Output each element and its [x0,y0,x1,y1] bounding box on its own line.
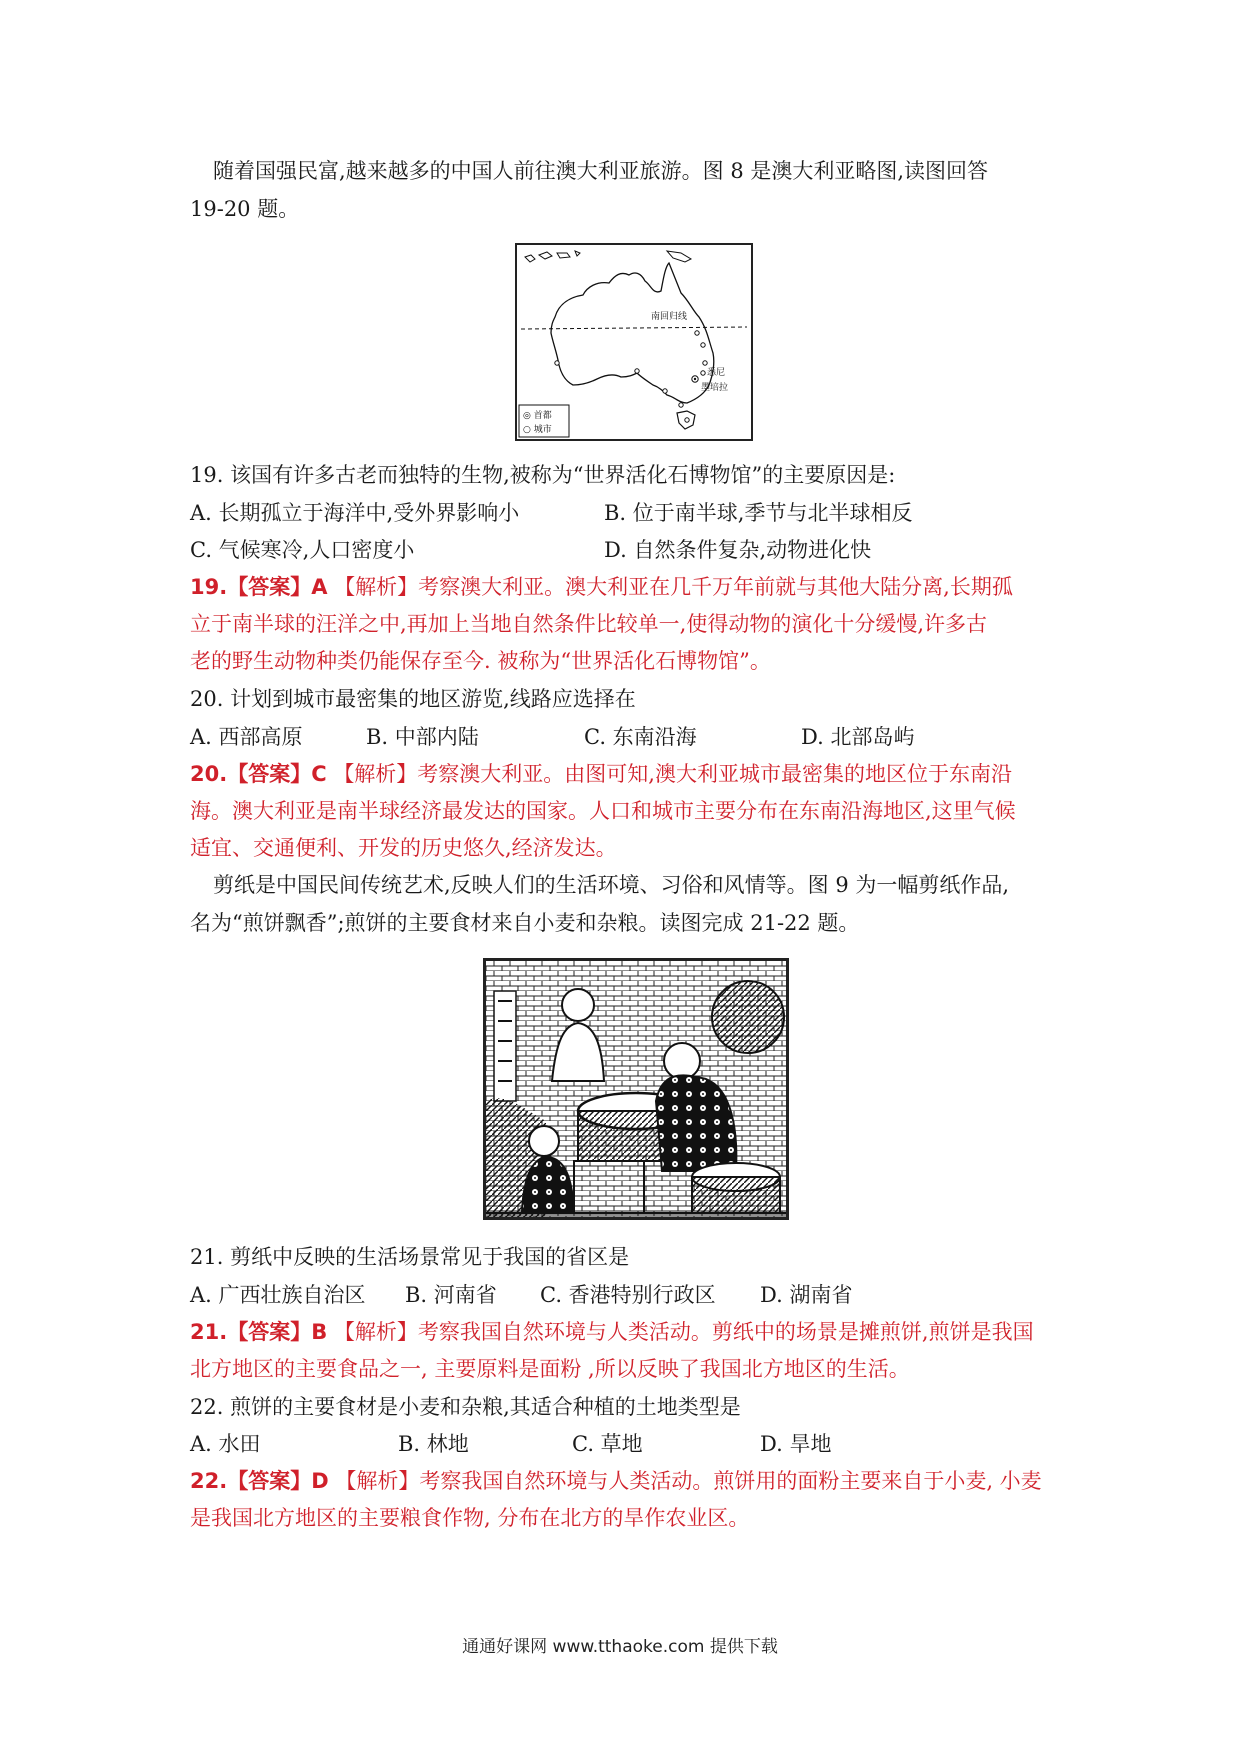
legend-city: ○ 城市 [523,425,552,435]
tropic-line [521,327,747,329]
q21-option-d: D. 湖南省 [760,1283,853,1307]
q20-option-c: C. 东南沿海 [584,725,697,749]
question-21-stem: 21. 剪纸中反映的生活场景常见于我国的省区是 [190,1245,630,1269]
q20-answer-line [190,761,1012,787]
q20-option-a: A. 西部高原 [190,725,303,749]
australia-mainland-outline [551,263,714,403]
q19-explanation-3: 老的野生动物种类仍能保存至今. 被称为“世界活化石博物馆”。 [190,649,771,673]
q22-answer-line [190,1468,1042,1494]
q21-explanation-1: 【解析】考察我国自然环境与人类活动。剪纸中的场景是摊煎饼,煎饼是我国 [333,1320,1034,1344]
q21-answer-line [190,1319,1034,1345]
australia-map [515,243,753,441]
q21-option-c: C. 香港特别行政区 [540,1283,716,1307]
paper-cut-drawing [486,961,786,1217]
q21-explanation-2: 北方地区的主要食品之一, 主要原料是面粉 ,所以反映了我国北方地区的生活。 [190,1357,910,1381]
q20-option-d: D. 北部岛屿 [801,725,915,749]
question-19-stem: 19. 该国有许多古老而独特的生物,被称为“世界活化石博物馆”的主要原因是: [190,463,896,487]
q21-option-a: A. 广西壮族自治区 [190,1283,366,1307]
q19-answer-head: 19.【答案】A [190,575,328,599]
q19-explanation-1: 【解析】考察澳大利亚。澳大利亚在几千万年前就与其他大陆分离,长期孤 [334,575,1013,599]
question-22-stem: 22. 煎饼的主要食材是小麦和杂粮,其适合种植的土地类型是 [190,1395,741,1419]
q20-explanation-1: 【解析】考察澳大利亚。由图可知,澳大利亚城市最密集的地区位于东南沿 [333,762,1012,786]
q22-explanation-2: 是我国北方地区的主要粮食作物, 分布在北方的旱作农业区。 [190,1506,750,1530]
q20-explanation-2: 海。澳大利亚是南半球经济最发达的国家。人口和城市主要分布在东南沿海地区,这里气候 [190,799,1016,823]
q19-explanation-2: 立于南半球的汪洋之中,再加上当地自然条件比较单一,使得动物的演化十分缓慢,许多古 [190,612,988,636]
q21-answer-head: 21.【答案】B [190,1320,328,1344]
q22-option-c: C. 草地 [572,1432,643,1456]
q20-option-b: B. 中部内陆 [366,725,479,749]
q22-option-a: A. 水田 [190,1432,261,1456]
q19-option-a: A. 长期孤立于海洋中,受外界影响小 [190,501,520,525]
intro-text-line: 名为“煎饼飘香”;煎饼的主要食材来自小麦和杂粮。读图完成 21-22 题。 [190,911,860,935]
city-label-sydney: 悉尼 [707,368,726,378]
intro-text-line: 随着国强民富,越来越多的中国人前往澳大利亚旅游。图 8 是澳大利亚略图,读图回答 [213,159,989,183]
australia-map-drawing [517,245,751,439]
q22-option-b: B. 林地 [398,1432,469,1456]
q20-explanation-3: 适宜、交通便利、开发的历史悠久,经济发达。 [190,836,617,860]
question-20-stem: 20. 计划到城市最密集的地区游览,线路应选择在 [190,687,636,711]
tropic-label: 南回归线 [651,312,688,322]
q19-option-d: D. 自然条件复杂,动物进化快 [604,538,872,562]
legend-capital: ◎ 首都 [523,411,552,421]
q19-option-b: B. 位于南半球,季节与北半球相反 [604,501,913,525]
paper-cut-image [483,958,789,1220]
q22-option-d: D. 旱地 [760,1432,832,1456]
q22-answer-head: 22.【答案】D [190,1469,329,1493]
q22-explanation-1: 【解析】考察我国自然环境与人类活动。煎饼用的面粉主要来自于小麦, 小麦 [335,1469,1042,1493]
q21-option-b: B. 河南省 [405,1283,497,1307]
page-footer: 通通好课网 www.tthaoke.com 提供下载 [462,1637,778,1657]
q20-answer-head: 20.【答案】C [190,762,327,786]
intro-text-line: 19-20 题。 [190,197,300,221]
q19-answer-line [190,574,1013,600]
q19-option-c: C. 气候寒冷,人口密度小 [190,538,415,562]
intro-text-line: 剪纸是中国民间传统艺术,反映人们的生活环境、习俗和风情等。图 9 为一幅剪纸作品, [213,873,1010,897]
city-label-canberra: 墨培拉 [701,383,729,393]
